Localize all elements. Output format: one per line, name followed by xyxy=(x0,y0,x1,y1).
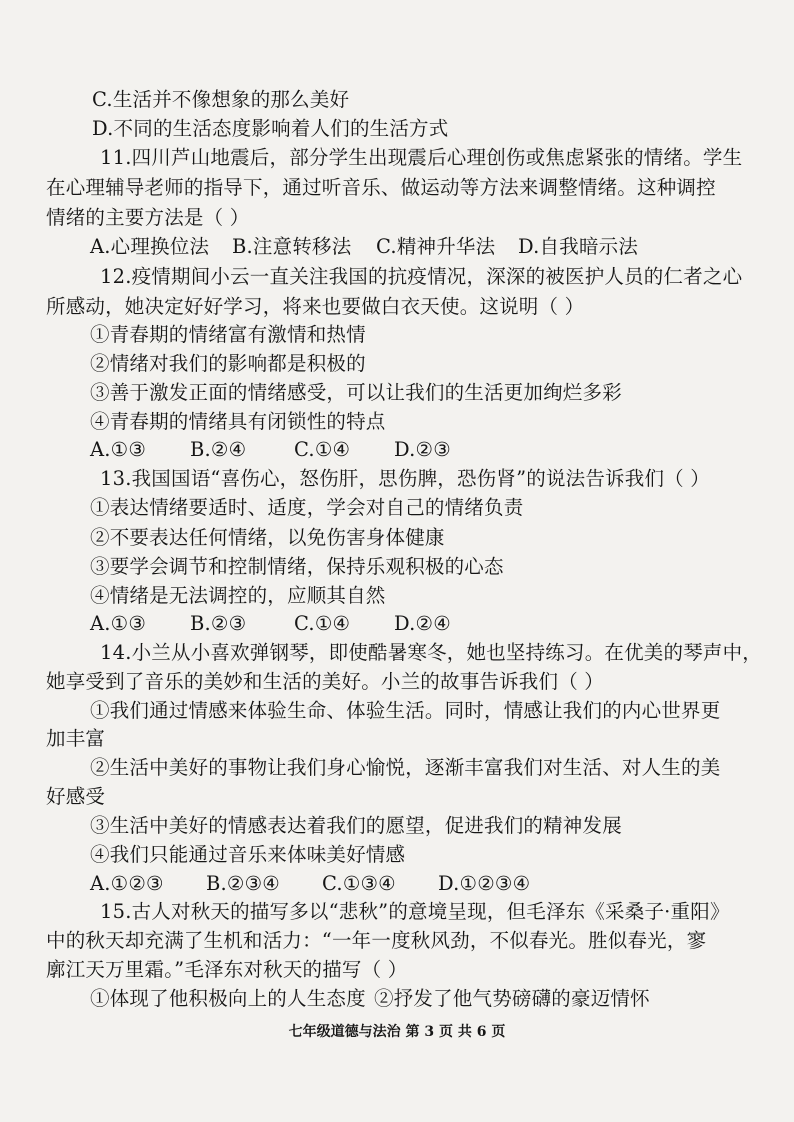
q15-stem-line1: 15.古人对秋天的描写多以“悲秋”的意境呈现，但毛泽东《采桑子·重阳》 xyxy=(100,900,730,923)
q11-option-a: A.心理换位法 xyxy=(90,235,210,258)
q13-statement-1: ①表达情绪要适时、适度，学会对自己的情绪负责 xyxy=(90,496,524,519)
q14-statement-2a: ②生活中美好的事物让我们身心愉悦，逐渐丰富我们对生活、对人生的美 xyxy=(90,756,721,779)
q10-option-d: D.不同的生活态度影响着人们的生活方式 xyxy=(92,117,449,140)
q15-statement-2: ②抒发了他气势磅礴的豪迈情怀 xyxy=(374,987,650,1010)
q15-stem-line3: 廓江天万里霜。”毛泽东对秋天的描写（ ） xyxy=(46,958,408,981)
q13-statement-4: ④情绪是无法调控的，应顺其自然 xyxy=(90,584,386,607)
q14-statement-1b: 加丰富 xyxy=(46,727,106,750)
q13-option-c: C.①④ xyxy=(294,612,351,635)
q12-option-c: C.①④ xyxy=(294,438,351,461)
q14-statement-4: ④我们只能通过音乐来体味美好情感 xyxy=(90,843,406,866)
q14-stem-line1: 14.小兰从小喜欢弹钢琴，即使酷暑寒冬，她也坚持练习。在优美的琴声中， xyxy=(100,641,763,664)
q11-stem-line1: 11.四川芦山地震后，部分学生出现震后心理创伤或焦虑紧张的情绪。学生 xyxy=(100,146,743,169)
q13-statement-2: ②不要表达任何情绪，以免伤害身体健康 xyxy=(90,526,445,549)
q13-statement-3: ③要学会调节和控制情绪，保持乐观积极的心态 xyxy=(90,555,504,578)
q12-option-a: A.①③ xyxy=(90,438,147,461)
q14-option-d: D.①②③④ xyxy=(438,872,531,895)
q14-statement-1a: ①我们通过情感来体验生命、体验生活。同时，情感让我们的内心世界更 xyxy=(90,699,721,722)
q11-option-c: C.精神升华法 xyxy=(376,235,496,258)
q12-statement-3: ③善于激发正面的情绪感受，可以让我们的生活更加绚烂多彩 xyxy=(90,381,622,404)
q13-option-a: A.①③ xyxy=(90,612,147,635)
q13-option-b: B.②③ xyxy=(190,612,247,635)
q11-stem-line3: 情绪的主要方法是（ ） xyxy=(46,206,250,229)
q12-statement-2: ②情绪对我们的影响都是积极的 xyxy=(90,352,366,375)
q13-stem: 13.我国国语“喜伤心，怒伤肝，思伤脾，恐伤肾”的说法告诉我们（ ） xyxy=(100,467,710,490)
q11-stem-line2: 在心理辅导老师的指导下，通过听音乐、做运动等方法来调整情绪。这种调控 xyxy=(46,176,716,199)
q10-option-c: C.生活并不像想象的那么美好 xyxy=(92,88,350,111)
q13-option-d: D.②④ xyxy=(394,612,451,635)
q15-stem-line2: 中的秋天却充满了生机和活力：“一年一度秋风劲，不似春光。胜似春光，寥 xyxy=(46,929,707,952)
page-footer: 七年级道德与法治 第 3 页 共 6 页 xyxy=(288,1024,506,1040)
q12-option-d: D.②③ xyxy=(394,438,451,461)
q12-statement-1: ①青春期的情绪富有激情和热情 xyxy=(90,323,366,346)
q12-statement-4: ④青春期的情绪具有闭锁性的特点 xyxy=(90,410,386,433)
q14-statement-3: ③生活中美好的情感表达着我们的愿望，促进我们的精神发展 xyxy=(90,814,622,837)
q14-stem-line2: 她享受到了音乐的美妙和生活的美好。小兰的故事告诉我们（ ） xyxy=(46,670,604,693)
q14-option-a: A.①②③ xyxy=(90,872,164,895)
q11-option-d: D.自我暗示法 xyxy=(518,235,639,258)
q14-option-b: B.②③④ xyxy=(206,872,280,895)
q12-stem-line2: 所感动，她决定好好学习，将来也要做白衣天使。这说明（ ） xyxy=(46,295,585,318)
q12-option-b: B.②④ xyxy=(190,438,247,461)
q11-option-b: B.注意转移法 xyxy=(232,235,352,258)
q14-statement-2b: 好感受 xyxy=(46,785,106,808)
q12-stem-line1: 12.疫情期间小云一直关注我国的抗疫情况，深深的被医护人员的仁者之心 xyxy=(100,265,743,288)
q14-option-c: C.①③④ xyxy=(322,872,396,895)
q15-statement-1: ①体现了他积极向上的人生态度 xyxy=(90,987,366,1010)
